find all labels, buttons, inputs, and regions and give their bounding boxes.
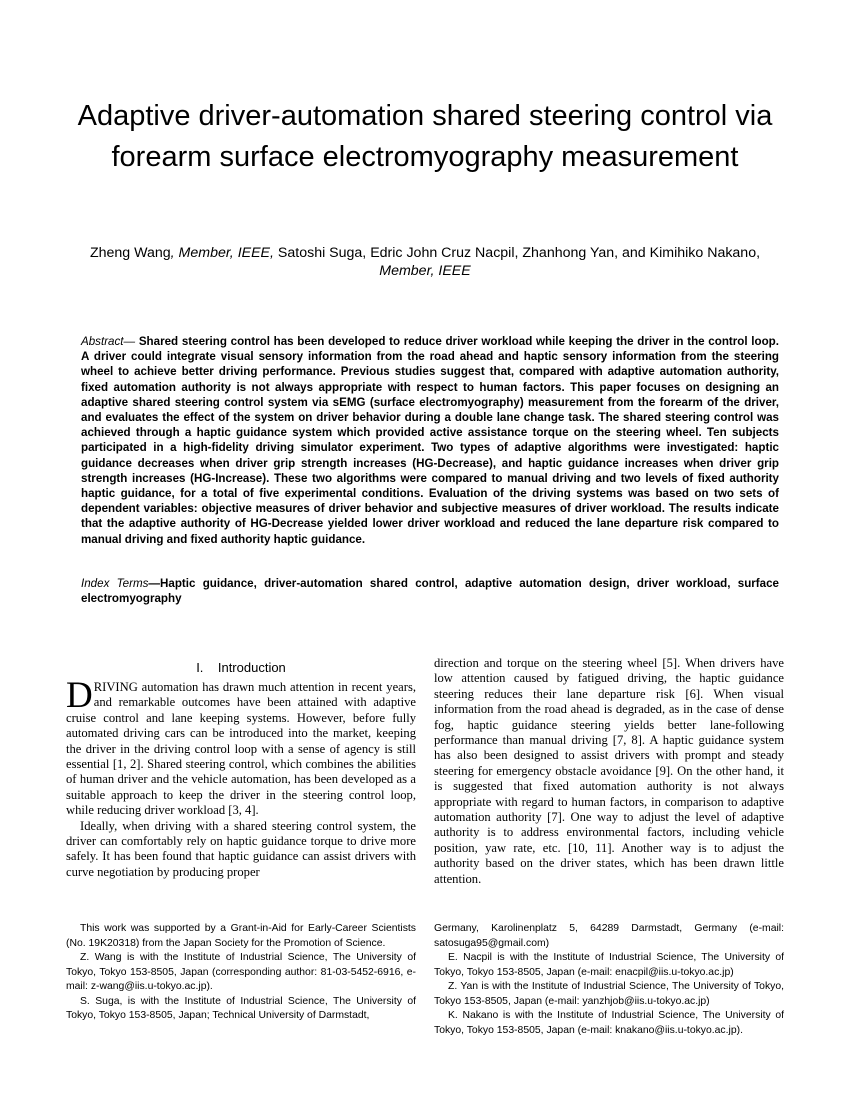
body-column-right <box>434 656 784 887</box>
index-terms-dash: — <box>148 577 161 590</box>
footnote: Z. Yan is with the Institute of Industrial Science, The University of Tokyo, Tokyo 153-8505, Japan (e-mail: yanzhjob@iis.u-tokyo.ac.jp) <box>434 981 784 1007</box>
index-terms <box>81 576 779 606</box>
abstract <box>81 334 779 547</box>
footnote: E. Nacpil is with the Institute of Industrial Science, The University of Tokyo, Tokyo 153-8505, Japan (e-mail: enacpil@iis.u-tokyo.ac.jp) <box>434 952 784 978</box>
footnote: K. Nakano is with the Institute of Industrial Science, The University of Tokyo, Tokyo 153-8505, Japan (e-mail: knakano@iis.u-tokyo.ac.jp). <box>434 1010 784 1036</box>
section-heading: I. Introduction <box>196 660 286 675</box>
author-name: Zheng Wang <box>89 245 171 261</box>
footnote: This work was supported by a Grant-in-Aid for Early-Career Scientists (No. 19K20318) from the Japan Society for the Promotion of Science. <box>66 923 416 949</box>
abstract-text: Shared steering control has been developed to reduce driver workload while keeping the driver in the control loop. A driver could integrate visual sensory information from the road ahead and haptic sensory information from the steering wheel to achieve better driving performance. Previous studies suggest that, compared with adaptive automation authority, fixed automation authority is not always appropriate with respect to human factors. This paper focuses on designing an adaptive shared steering control system via sEMG (surface electromyography) measurement from the forearm of the driver, and evaluates the effect of the system on driver behavior during a double lane change task. The shared steering control was achieved through a haptic guidance system which provided active assistance torque on the steering wheel. Ten subjects participated in a high-fidelity driving simulator experiment. Two types of adaptive algorithms were investigated: haptic guidance decreases when driver grip strength increases (HG-Decrease), and haptic guidance increases when driver grip strength increases (HG-Increase). These two algorithms were compared to manual driving and two levels of fixed authority haptic guidance, for a total of five experimental conditions. Evaluation of the driving systems was based on two sets of dependent variables: objective measures of driver behavior and subjective measures of driver workload. The results indicate that the adaptive authority of HG-Decrease yielded lower driver workload and reduced the lane departure risk compared to manual driving and fixed authority haptic guidance. <box>81 335 779 546</box>
abstract-label: Abstract <box>81 335 124 348</box>
drop-cap: D <box>66 675 93 716</box>
footnotes-left <box>66 922 416 1024</box>
abstract-dash: — <box>123 335 139 348</box>
footnote: Germany, Karolinenplatz 5, 64289 Darmstadt, Germany (e-mail: satosuga95@gmail.com) <box>434 923 784 949</box>
paragraph-text: RIVING automation has drawn much attention in recent years, and remarkable outcomes have been attained with adaptive cruise control and lane keeping systems. However, before fully automated driving cars can be introduced into the market, keeping the driver in the driving control loop with a sense of agency is still essential [1, 2]. Shared steering control, which combines the abilities of human driver and the vehicle automation, has been developed as a suitable approach to keep the driver in the steering control loop, while reducing driver workload [3, 4]. <box>66 680 416 818</box>
body-paragraph: direction and torque on the steering wheel [5]. When drivers have low attention caused by fatigued driving, the haptic guidance steering reduces their lane departure risk [6]. When visual information from the road ahead is degraded, as in the case of dense fog, haptic guidance steering yields better lane-following performance than manual driving [7, 8]. A haptic guidance system has also been designed to assist drivers with prompt and steady steering for emergency obstacle avoidance [9]. On the other hand, it is suggested that fixed automation authority is not always appropriate with regard to human factors, in comparison to adaptive automation authority [7]. One way to adjust the level of adaptive authority is to address environmental factors, including vehicle position, yaw rate, etc. [10, 11]. Another way is to adjust the authority based on the driver states, which has been drawn little attention. <box>434 656 784 886</box>
author-affiliation: , Member, IEEE, <box>170 245 274 261</box>
index-terms-text: Haptic guidance, driver-automation shared control, adaptive automation design, driver workload, surface electromyography <box>81 577 779 606</box>
footnotes-right <box>434 922 784 1038</box>
author-names: Satoshi Suga, Edric John Cruz Nacpil, Zhanhong Yan, and Kimihiko Nakano, <box>273 245 761 261</box>
footnote: Z. Wang is with the Institute of Industrial Science, The University of Tokyo, Tokyo 153-8505, Japan (corresponding author: 81-03-5452-6916, e-mail: z-wang@iis.u-tokyo.ac.jp). <box>66 952 416 992</box>
body-paragraph <box>66 675 416 819</box>
author-list <box>80 244 770 280</box>
author-affiliation: Member, IEEE <box>379 263 471 279</box>
index-terms-label: Index Terms <box>81 577 149 590</box>
body-column-left <box>66 656 416 880</box>
paper-title: Adaptive driver-automation shared steering control via forearm surface electromyography measurement <box>77 100 773 173</box>
body-paragraph: Ideally, when driving with a shared steering control system, the driver can comfortably rely on haptic guidance torque to drive more safely. It has been found that haptic guidance can assist drivers with curve negotiation by producing proper <box>66 818 416 879</box>
footnote: S. Suga, is with the Institute of Industrial Science, The University of Tokyo, Tokyo 153-8505, Japan; Technical University of Darmstadt, <box>66 995 416 1021</box>
